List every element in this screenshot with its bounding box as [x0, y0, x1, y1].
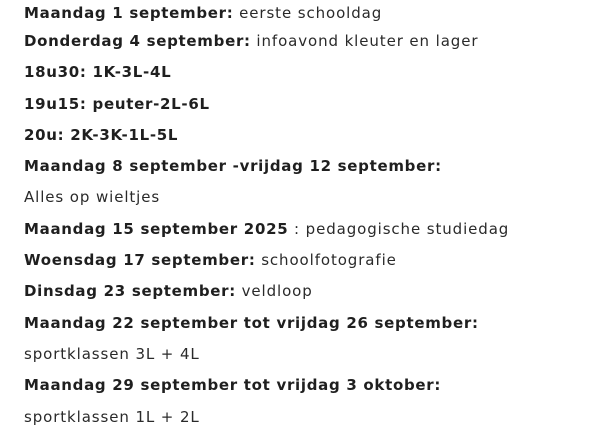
entry-sport-classes-1: [24, 308, 594, 339]
entry-sport-classes-1-description: [24, 339, 594, 370]
entry-description: veldloop: [235, 282, 313, 301]
entry-date: 20u: 2K-3K-1L-5L: [24, 125, 179, 144]
entry-date: Maandag 1 september:: [24, 4, 234, 22]
entry-description: : pedagogische studiedag: [288, 219, 510, 238]
entry-description: schoolfotografie: [255, 251, 397, 270]
calendar-list: [24, 0, 594, 433]
entry-cross-country: [24, 276, 594, 307]
entry-date: Maandag 15 september 2025: [24, 219, 289, 238]
entry-session-20u: [24, 120, 594, 151]
entry-description: eerste schooldag: [233, 4, 383, 22]
entry-date: Donderdag 4 september:: [24, 32, 251, 50]
entry-description: sportklassen 3L + 4L: [24, 344, 200, 363]
entry-date: Maandag 8 september -vrijdag 12 september:: [24, 157, 442, 176]
entry-date: 18u30: 1K-3L-4L: [24, 63, 172, 82]
entry-session-1915: [24, 89, 594, 120]
entry-date: Dinsdag 23 september:: [24, 282, 236, 301]
entry-session-1830: [24, 57, 594, 88]
entry-date: 19u15: peuter-2L-6L: [24, 94, 210, 113]
entry-info-evening: [24, 26, 594, 57]
entry-school-photos: [24, 245, 594, 276]
entry-description: sportklassen 1L + 2L: [24, 407, 200, 426]
entry-sport-classes-2-description: [24, 402, 594, 433]
entry-wheels-week: [24, 151, 594, 182]
entry-date: Maandag 29 september tot vrijdag 3 oktober:: [24, 376, 442, 395]
entry-study-day: [24, 214, 594, 245]
entry-school-start: [24, 0, 594, 26]
entry-wheels-description: [24, 182, 594, 213]
entry-date: Woensdag 17 september:: [24, 251, 256, 270]
entry-description: Alles op wieltjes: [24, 188, 161, 207]
entry-date: Maandag 22 september tot vrijdag 26 september:: [24, 313, 479, 332]
entry-description: infoavond kleuter en lager: [250, 32, 479, 50]
entry-sport-classes-2: [24, 370, 594, 401]
